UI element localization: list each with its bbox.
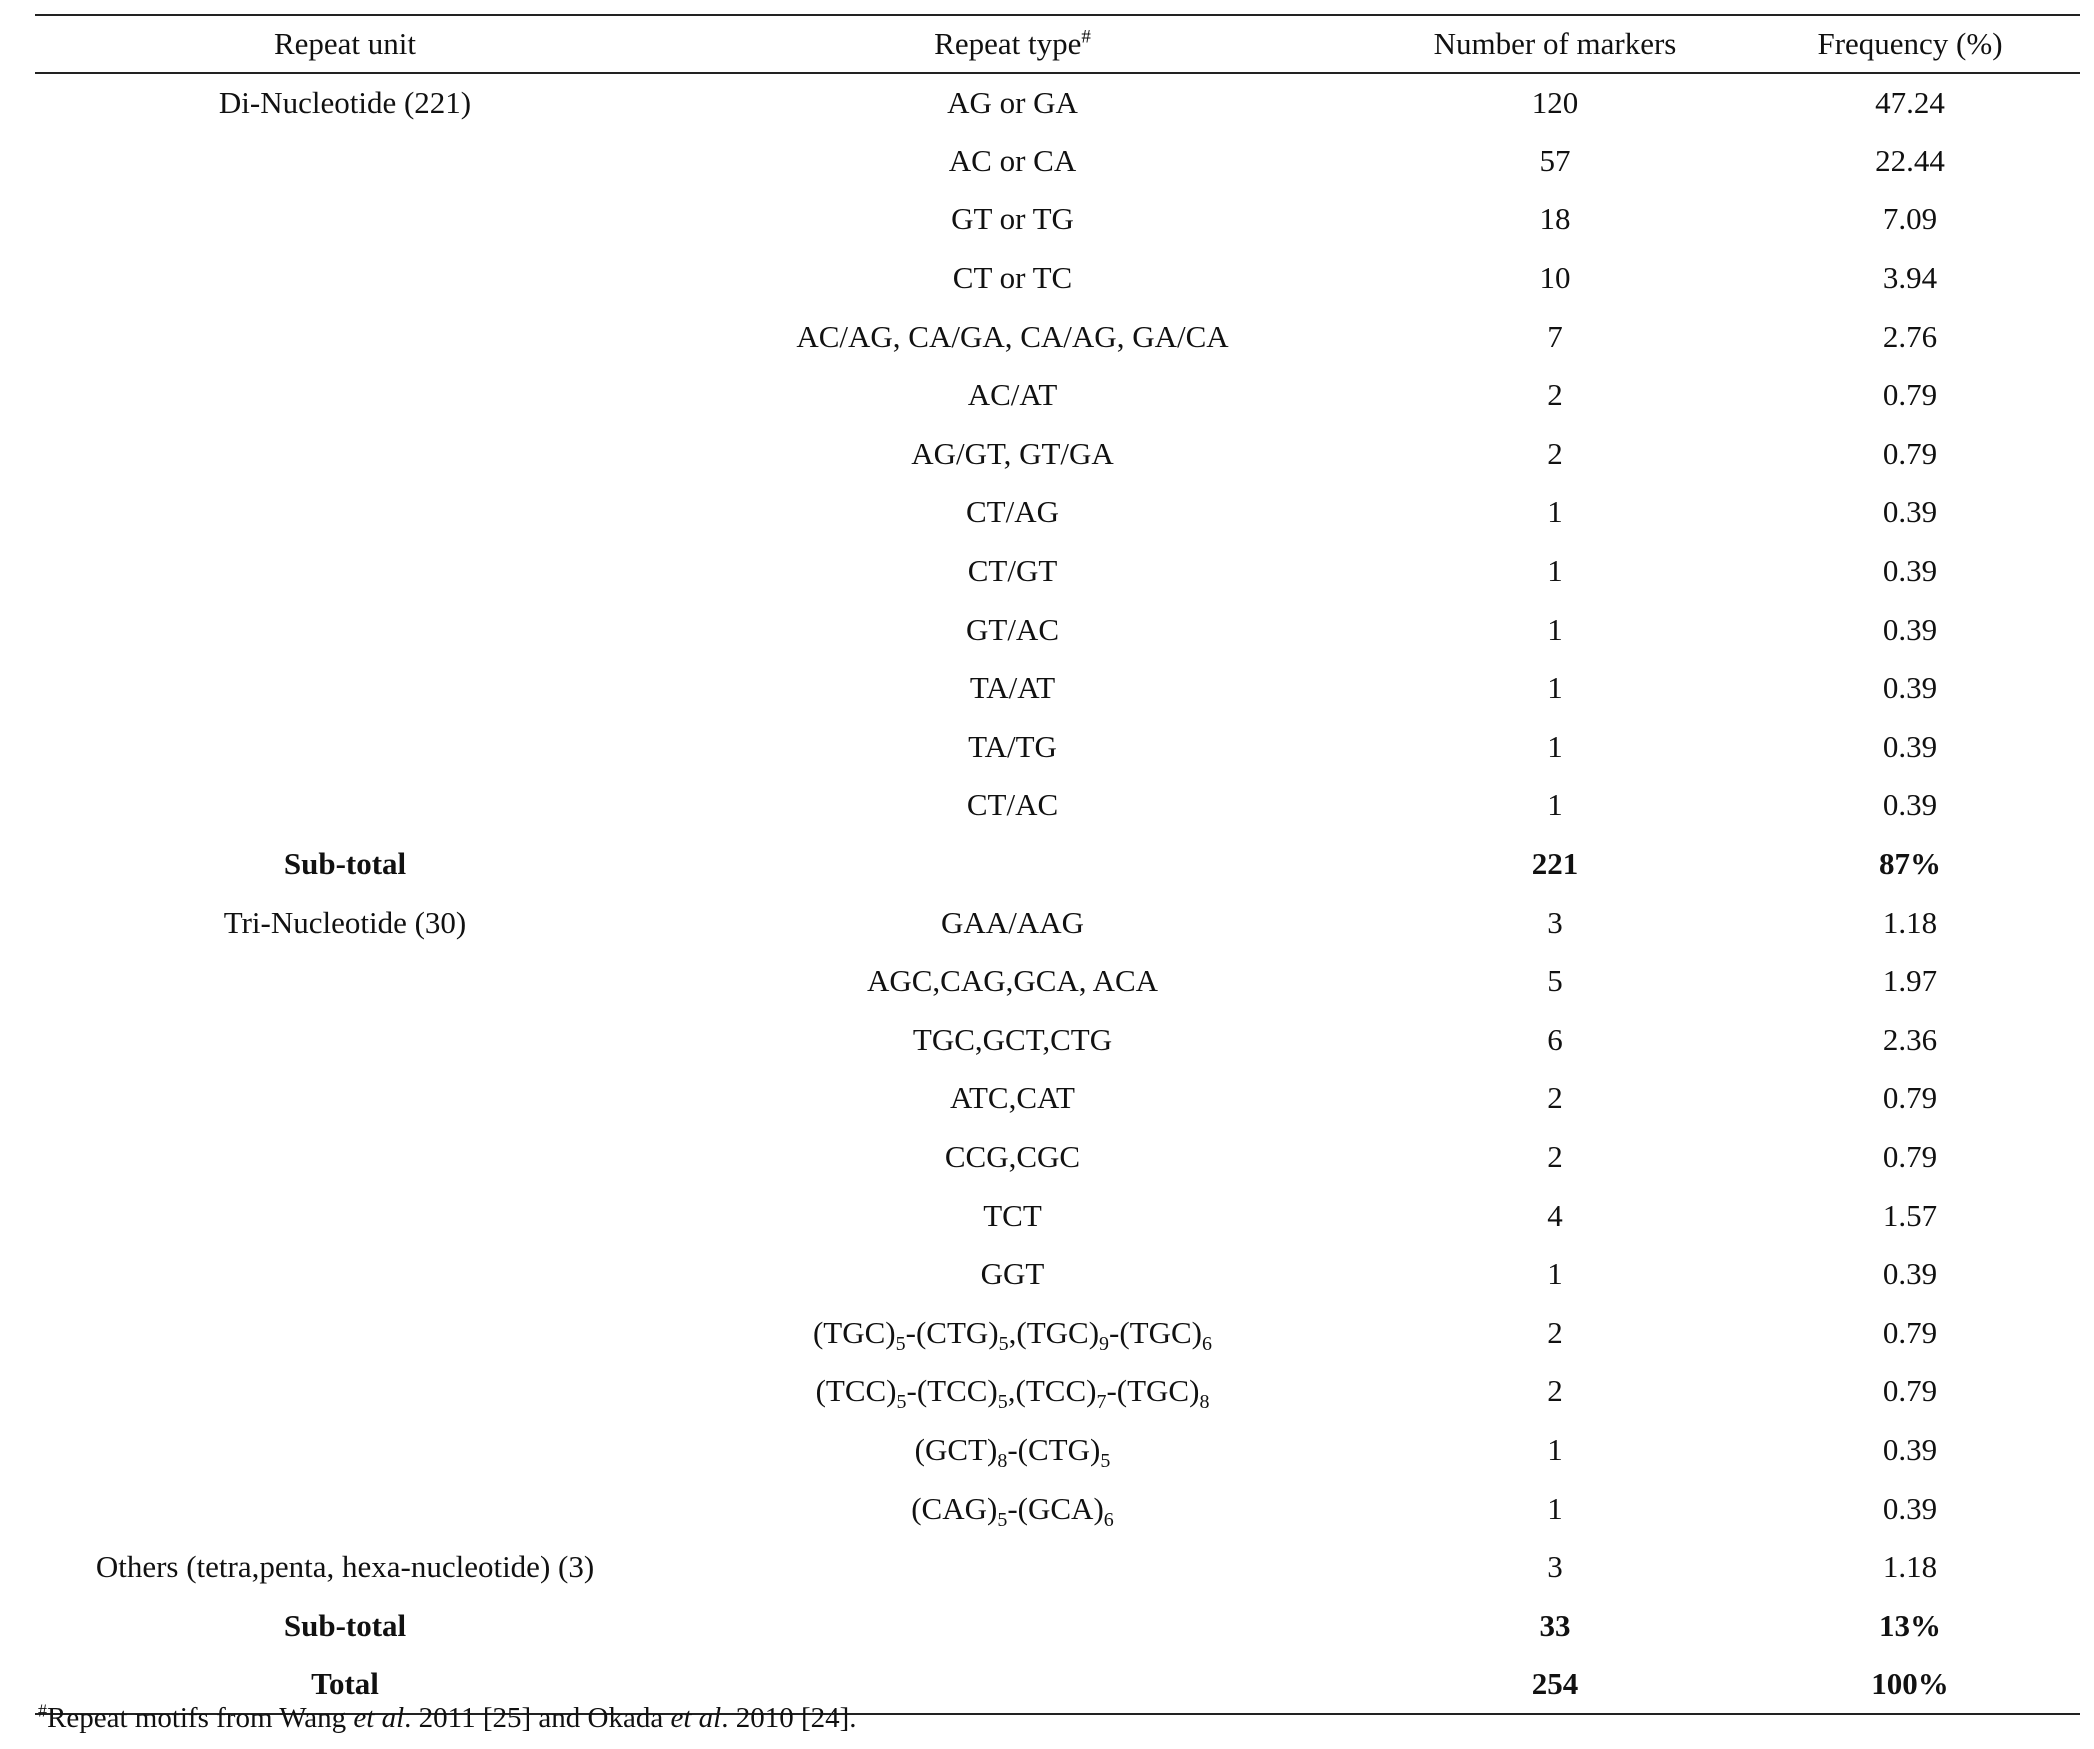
marker-count-cell: 18 xyxy=(1539,201,1571,237)
table-row xyxy=(35,1303,2080,1362)
motif-text: ,(TGC) xyxy=(1008,1314,1100,1350)
table-row xyxy=(35,1186,2080,1245)
table-row xyxy=(35,1538,2080,1597)
marker-count-cell: 4 xyxy=(1547,1197,1563,1233)
marker-count-cell: 1 xyxy=(1547,1431,1563,1467)
header-row xyxy=(35,15,2080,73)
repeat-unit-cell xyxy=(35,718,655,777)
repeat-type-cell: CT/AC xyxy=(966,787,1059,823)
repeat-type-cell: AG or GA xyxy=(947,84,1078,120)
repeat-type-cell: AG/GT, GT/GA xyxy=(911,435,1114,471)
marker-count-cell: 3 xyxy=(1547,904,1563,940)
table-row xyxy=(35,1479,2080,1538)
motif-text: -(TGC) xyxy=(1106,1373,1200,1409)
repeat-type-cell: CT/GT xyxy=(967,553,1058,589)
table-row xyxy=(35,835,2080,894)
repeat-unit-cell xyxy=(35,366,655,425)
repeat-type-cell: AC/AG, CA/GA, CA/AG, GA/CA xyxy=(796,318,1229,354)
frequency-cell: 0.79 xyxy=(1882,435,1938,471)
marker-count-cell: 120 xyxy=(1531,84,1579,120)
marker-count-cell: 254 xyxy=(1370,1655,1740,1714)
header-number-of-markers: Number of markers xyxy=(1370,15,1740,73)
table-row xyxy=(35,132,2080,191)
frequency-cell: 0.39 xyxy=(1882,611,1938,647)
marker-count-cell: 5 xyxy=(1547,963,1563,999)
frequency-cell: 0.39 xyxy=(1882,670,1938,706)
table-row xyxy=(35,249,2080,308)
header-repeat-type: Repeat type# xyxy=(655,15,1370,73)
repeat-type-cell xyxy=(655,1362,1370,1421)
frequency-cell: 7.09 xyxy=(1882,201,1938,237)
motif-count: 7 xyxy=(1096,1391,1107,1414)
motif-text: -(CTG) xyxy=(1007,1431,1101,1467)
frequency-cell: 0.39 xyxy=(1882,728,1938,764)
motif-count: 5 xyxy=(895,1332,906,1355)
repeat-unit-cell: Di-Nucleotide (221) xyxy=(218,84,472,120)
frequency-cell: 87% xyxy=(1879,846,1941,882)
header-frequency: Frequency (%) xyxy=(1740,15,2080,73)
table-row xyxy=(35,1011,2080,1070)
marker-count-cell: 2 xyxy=(1547,377,1563,413)
table-row xyxy=(35,718,2080,777)
marker-count-cell: 1 xyxy=(1547,611,1563,647)
repeat-type-cell: TA/TG xyxy=(968,728,1057,764)
marker-count-cell: 1 xyxy=(1547,553,1563,589)
motif-text: -(CTG) xyxy=(905,1314,999,1350)
footnote-mark: # xyxy=(1081,26,1091,48)
repeat-unit-cell xyxy=(35,1362,655,1421)
repeat-unit-cell xyxy=(35,600,655,659)
motif-count: 9 xyxy=(1099,1332,1110,1355)
table-footnote xyxy=(38,1702,857,1735)
repeat-unit-cell xyxy=(35,659,655,718)
marker-count-cell: 3 xyxy=(1547,1549,1563,1585)
repeat-unit-cell xyxy=(35,1128,655,1187)
table-row xyxy=(35,73,2080,132)
repeat-unit-cell xyxy=(35,542,655,601)
frequency-cell: 1.97 xyxy=(1882,963,1938,999)
footnote-italic-text: et al xyxy=(670,1702,722,1734)
repeat-unit-cell: Sub-total xyxy=(283,846,407,882)
frequency-cell: 0.79 xyxy=(1882,1138,1938,1174)
table-row xyxy=(35,1128,2080,1187)
repeat-unit-cell: Sub-total xyxy=(283,1607,407,1643)
frequency-cell: 2.36 xyxy=(1882,1021,1938,1057)
repeat-type-cell: CCG,CGC xyxy=(944,1138,1081,1174)
marker-count-cell: 6 xyxy=(1547,1021,1563,1057)
repeat-type-cell xyxy=(655,1303,1370,1362)
marker-count-cell: 10 xyxy=(1539,260,1571,296)
motif-text: (CAG) xyxy=(911,1490,998,1526)
frequency-cell: 1.57 xyxy=(1882,1197,1938,1233)
repeat-unit-cell xyxy=(35,952,655,1011)
repeat-type-cell xyxy=(655,835,1370,894)
repeat-type-cell: CT or TC xyxy=(952,260,1073,296)
motif-count: 5 xyxy=(998,1332,1009,1355)
table-row xyxy=(35,1362,2080,1421)
marker-count-cell: 2 xyxy=(1547,1314,1563,1350)
marker-count-cell: 2 xyxy=(1547,435,1563,471)
repeat-type-cell: GT or TG xyxy=(951,201,1074,237)
motif-text: ,(TCC) xyxy=(1007,1373,1097,1409)
motif-text: (GCT) xyxy=(914,1431,998,1467)
frequency-cell: 3.94 xyxy=(1882,260,1938,296)
repeat-type-cell: AC or CA xyxy=(948,142,1077,178)
motif-count: 6 xyxy=(1103,1508,1114,1531)
frequency-cell: 22.44 xyxy=(1875,142,1945,178)
repeat-unit-cell: Tri-Nucleotide (30) xyxy=(223,904,467,940)
frequency-cell: 0.39 xyxy=(1882,553,1938,589)
table-row xyxy=(35,1069,2080,1128)
table-header xyxy=(35,15,2080,73)
marker-count-cell: 1 xyxy=(1547,1256,1563,1292)
table-body xyxy=(35,73,2080,1714)
repeat-unit-cell xyxy=(35,307,655,366)
frequency-cell: 0.39 xyxy=(1882,1490,1938,1526)
frequency-cell: 0.39 xyxy=(1882,494,1938,530)
footnote-text-part: . 2011 [25] and Okada xyxy=(404,1702,671,1734)
frequency-cell: 0.39 xyxy=(1882,1431,1938,1467)
motif-count: 8 xyxy=(997,1449,1008,1472)
marker-count-cell: 1 xyxy=(1547,728,1563,764)
table-row xyxy=(35,659,2080,718)
motif-text: -(GCA) xyxy=(1007,1490,1104,1526)
motif-text: (TCC) xyxy=(815,1373,897,1409)
repeat-unit-cell xyxy=(35,249,655,308)
marker-count-cell: 2 xyxy=(1547,1138,1563,1174)
motif-count: 8 xyxy=(1199,1391,1210,1414)
frequency-cell: 0.79 xyxy=(1882,1373,1938,1409)
frequency-cell: 0.79 xyxy=(1882,377,1938,413)
frequency-cell: 1.18 xyxy=(1882,1549,1938,1585)
repeat-type-cell: GT/AC xyxy=(966,611,1059,647)
repeat-type-cell: AC/AT xyxy=(967,377,1058,413)
marker-count-cell: 33 xyxy=(1539,1607,1571,1643)
marker-count-cell: 1 xyxy=(1547,787,1563,823)
repeat-unit-cell xyxy=(35,190,655,249)
table-row xyxy=(35,307,2080,366)
repeat-unit-cell xyxy=(35,776,655,835)
table-row xyxy=(35,483,2080,542)
footnote-text-part: . 2010 [24]. xyxy=(721,1702,857,1734)
marker-count-cell: 2 xyxy=(1547,1080,1563,1116)
repeat-type-cell xyxy=(655,1421,1370,1480)
table-row xyxy=(35,1421,2080,1480)
frequency-cell: 0.79 xyxy=(1882,1080,1938,1116)
motif-count: 5 xyxy=(997,1508,1008,1531)
repeat-type-cell: ATC,CAT xyxy=(950,1080,1075,1116)
table-row xyxy=(35,1245,2080,1304)
header-repeat-unit: Repeat unit xyxy=(35,15,655,73)
repeat-type-cell: GGT xyxy=(980,1256,1045,1292)
repeat-type-cell: TCT xyxy=(983,1197,1042,1233)
repeat-type-cell xyxy=(655,1596,1370,1655)
table-row xyxy=(35,952,2080,1011)
repeat-unit-cell: Others (tetra,penta, hexa-nucleotide) (3) xyxy=(95,1549,595,1585)
repeat-motif-table xyxy=(35,14,2080,1715)
marker-count-cell: 1 xyxy=(1547,1490,1563,1526)
motif-text: (TGC) xyxy=(812,1314,896,1350)
repeat-unit-cell xyxy=(35,1186,655,1245)
repeat-type-cell: CT/AG xyxy=(966,494,1059,530)
table-row xyxy=(35,600,2080,659)
frequency-cell: 47.24 xyxy=(1875,84,1945,120)
motif-count: 5 xyxy=(997,1391,1008,1414)
frequency-cell: 1.18 xyxy=(1882,904,1938,940)
frequency-cell: 0.79 xyxy=(1882,1314,1938,1350)
frequency-cell: 0.39 xyxy=(1882,1256,1938,1292)
repeat-unit-cell xyxy=(35,1069,655,1128)
marker-count-cell: 57 xyxy=(1539,142,1571,178)
marker-count-cell: 1 xyxy=(1547,494,1563,530)
table-row xyxy=(35,776,2080,835)
repeat-type-cell: GAA/AAG xyxy=(941,904,1084,940)
marker-count-cell: 2 xyxy=(1547,1373,1563,1409)
table-row xyxy=(35,542,2080,601)
marker-count-cell: 7 xyxy=(1547,318,1563,354)
frequency-cell: 100% xyxy=(1740,1655,2080,1714)
table-row xyxy=(35,425,2080,484)
repeat-type-cell xyxy=(655,1479,1370,1538)
repeat-type-cell: TA/AT xyxy=(969,670,1056,706)
motif-count: 6 xyxy=(1202,1332,1213,1355)
repeat-unit-cell xyxy=(35,1479,655,1538)
footnote-italic-text: et al xyxy=(353,1702,405,1734)
repeat-unit-cell xyxy=(35,1421,655,1480)
frequency-cell: 0.39 xyxy=(1882,787,1938,823)
repeat-unit-cell xyxy=(35,1303,655,1362)
motif-text: -(TCC) xyxy=(906,1373,998,1409)
repeat-unit-cell xyxy=(35,1011,655,1070)
repeat-unit-cell: Total xyxy=(35,1655,655,1714)
repeat-type-cell xyxy=(655,1538,1370,1597)
table-row xyxy=(35,1596,2080,1655)
frequency-cell: 13% xyxy=(1879,1607,1941,1643)
repeat-type-cell: TGC,GCT,CTG xyxy=(912,1021,1113,1057)
repeat-unit-cell xyxy=(35,483,655,542)
table-row xyxy=(35,190,2080,249)
footnote-text-part: Repeat motifs from Wang xyxy=(47,1702,354,1734)
marker-count-cell: 221 xyxy=(1531,846,1579,882)
motif-count: 5 xyxy=(1100,1449,1111,1472)
table-row xyxy=(35,366,2080,425)
repeat-type-cell: AGC,CAG,GCA, ACA xyxy=(866,963,1159,999)
repeat-unit-cell xyxy=(35,132,655,191)
table-row xyxy=(35,893,2080,952)
footnote-mark: # xyxy=(38,1700,47,1721)
motif-text: -(TGC) xyxy=(1109,1314,1203,1350)
repeat-unit-cell xyxy=(35,425,655,484)
marker-count-cell: 1 xyxy=(1547,670,1563,706)
motif-count: 5 xyxy=(896,1391,907,1414)
footnote-text xyxy=(47,1702,857,1734)
frequency-cell: 2.76 xyxy=(1882,318,1938,354)
repeat-unit-cell xyxy=(35,1245,655,1304)
